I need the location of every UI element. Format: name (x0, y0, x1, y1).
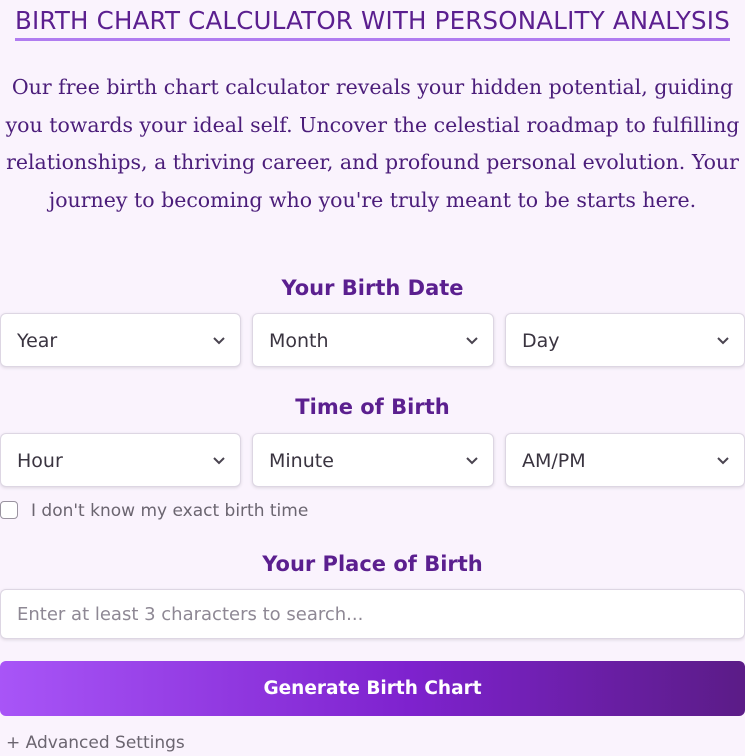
intro-text: Our free birth chart calculator reveals your hidden potential, guiding you towards your ideal self. Uncover the celestial roadmap to fulfilling relationships, a thriving career, and profound personal evolution. Your journey to becoming who you're truly meant to be starts here. (5, 75, 740, 212)
day-select[interactable] (505, 313, 745, 367)
chevron-down-icon (212, 456, 226, 466)
chevron-down-icon (716, 336, 730, 346)
year-select-value: Year (17, 330, 58, 352)
minute-select-value: Minute (269, 450, 334, 472)
unknown-time-checkbox[interactable] (0, 501, 18, 519)
place-search-input[interactable] (0, 589, 745, 639)
chevron-down-icon (212, 336, 226, 346)
month-select-value: Month (269, 330, 329, 352)
day-select-value: Day (522, 330, 560, 352)
page-header (0, 0, 745, 41)
minute-select[interactable] (252, 433, 494, 487)
advanced-settings-toggle[interactable]: + Advanced Settings (6, 733, 185, 753)
month-select[interactable] (252, 313, 494, 367)
hour-select[interactable] (0, 433, 241, 487)
unknown-time-label[interactable]: I don't know my exact birth time (31, 501, 309, 521)
chevron-down-icon (465, 456, 479, 466)
year-select[interactable] (0, 313, 241, 367)
birth-place-heading: Your Place of Birth (262, 552, 483, 576)
ampm-select[interactable] (505, 433, 745, 487)
hour-select-value: Hour (17, 450, 63, 472)
birth-date-heading: Your Birth Date (281, 276, 464, 300)
generate-chart-button[interactable]: Generate Birth Chart (0, 661, 745, 716)
chevron-down-icon (716, 456, 730, 466)
chevron-down-icon (465, 336, 479, 346)
ampm-select-value: AM/PM (522, 450, 586, 472)
birth-time-heading: Time of Birth (295, 395, 450, 419)
page-title: BIRTH CHART CALCULATOR WITH PERSONALITY ANALYSIS (15, 6, 730, 41)
